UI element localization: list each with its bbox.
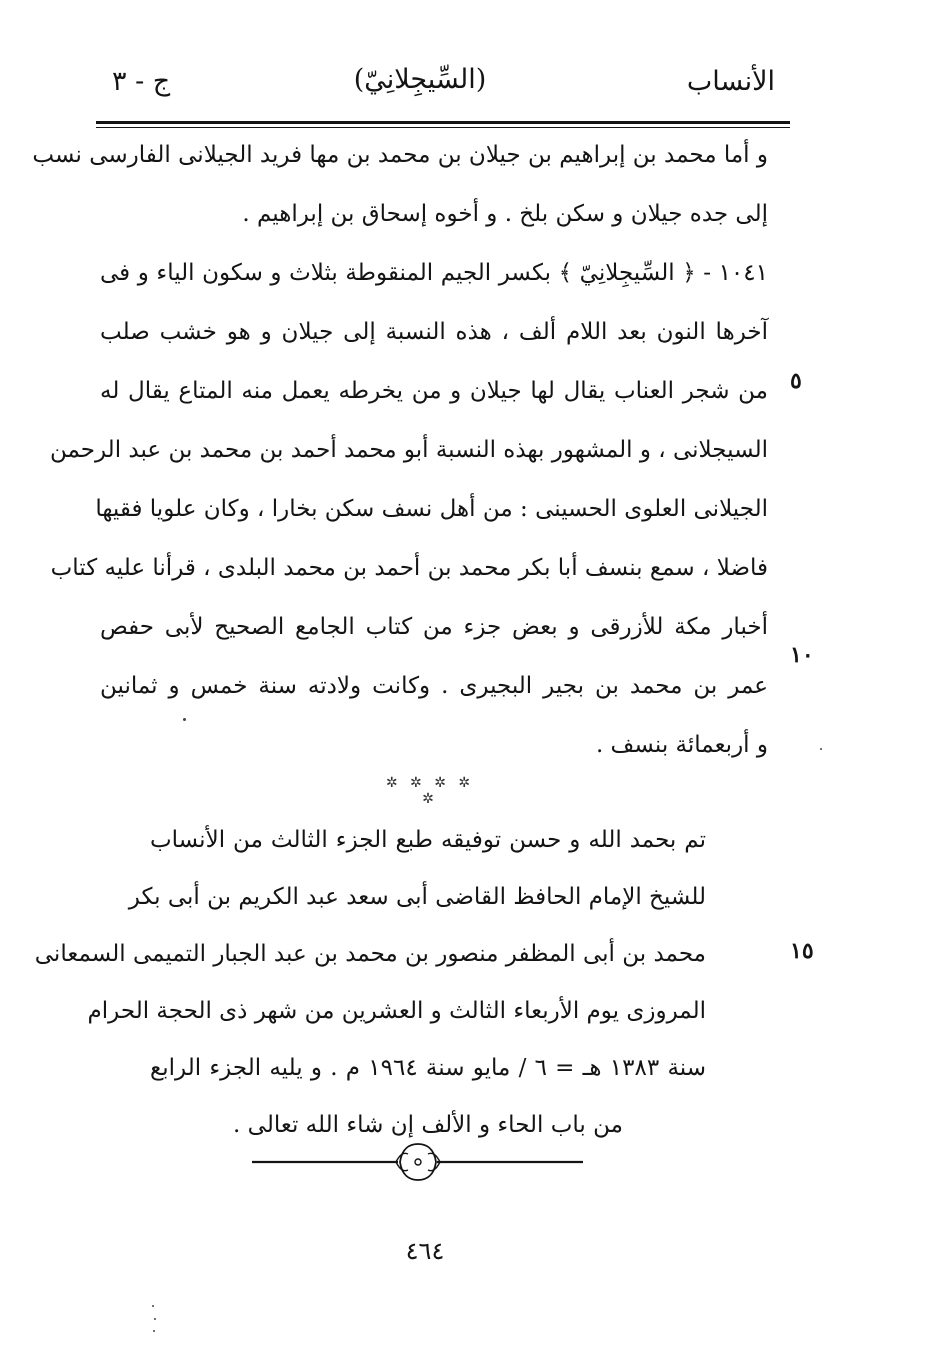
section-separator-stars: ✲ ✲ ✲ ✲ ✲ <box>385 775 475 807</box>
header-entry-title: (السِّيجِلانِيّ) <box>353 64 487 95</box>
body-line: و أما محمد بن إبراهيم بن جيلان بن محمد بن مها فريد الجيلانى الفارسى نسب <box>32 142 768 168</box>
colophon-line: المروزى يوم الأربعاء الثالث و العشرين من شهر ذى الحجة الحرام <box>87 998 706 1024</box>
colophon-line: سنة ١٣٨٣ هـ = ٦ / مايو سنة ١٩٦٤ م . و يليه الجزء الرابع <box>150 1055 707 1081</box>
margin-line-number-10: ١٠ <box>790 642 814 668</box>
end-ornament-icon <box>250 1140 585 1184</box>
colophon-line: للشيخ الإمام الحافظ القاضى أبى سعد عبد الكريم بن أبى بكر <box>128 884 706 910</box>
body-line: فاضلا ، سمع بنسف أبا بكر محمد بن أحمد بن محمد البلدى ، قرأنا عليه كتاب <box>50 555 768 581</box>
body-text <box>32 126 768 775</box>
page-number: ٤٦٤ <box>405 1237 445 1265</box>
margin-line-number-15: ١٥ <box>790 938 814 964</box>
body-line: السيجلانى ، و المشهور بهذه النسبة أبو محمد أحمد بن محمد بن عبد الرحمن <box>49 437 768 463</box>
body-line: إلى جده جيلان و سكن بلخ . و أخوه إسحاق بن إبراهيم . <box>242 201 768 227</box>
colophon-line: من باب الحاء و الألف إن شاء الله تعالى . <box>233 1112 623 1138</box>
body-line: من شجر العناب يقال لها جيلان و من يخرطه يعمل منه المتاع يقال له <box>100 378 768 404</box>
print-speck <box>183 718 186 721</box>
header-rule-thick <box>96 121 790 124</box>
print-speck <box>154 1318 156 1320</box>
header-book-title: الأنساب <box>686 66 775 97</box>
body-line: الجيلانى العلوى الحسينى : من أهل نسف سكن بخارا ، وكان علويا فقيها <box>95 496 768 522</box>
margin-line-number-5: ٥ <box>790 368 802 394</box>
colophon-line: تم بحمد الله و حسن توفيقه طبع الجزء الثالث من الأنساب <box>150 827 706 853</box>
body-line: أخبار مكة للأزرقى و بعض جزء من كتاب الجامع الصحيح لأبى حفص <box>100 614 768 640</box>
print-speck <box>152 1305 154 1307</box>
entry-heading-line: ١٠٤١ - ﴿ السِّيجِلانِيّ ﴾ بكسر الجيم المنقوطة بثلاث و سكون الياء و فى <box>100 260 768 286</box>
print-speck <box>820 748 822 750</box>
colophon <box>34 812 707 1154</box>
body-line: آخرها النون بعد اللام ألف ، هذه النسبة إلى جيلان و هو خشب صلب <box>100 319 768 345</box>
print-speck <box>153 1330 155 1332</box>
body-line: عمر بن محمد بن بجير البجيرى . وكانت ولادته سنة خمس و ثمانين <box>100 673 768 699</box>
header-volume: ج - ٣ <box>112 66 171 97</box>
colophon-line: محمد بن أبى المظفر منصور بن محمد بن عبد الجبار التميمى السمعانى <box>34 941 706 967</box>
body-line: و أربعمائة بنسف . <box>595 732 768 758</box>
